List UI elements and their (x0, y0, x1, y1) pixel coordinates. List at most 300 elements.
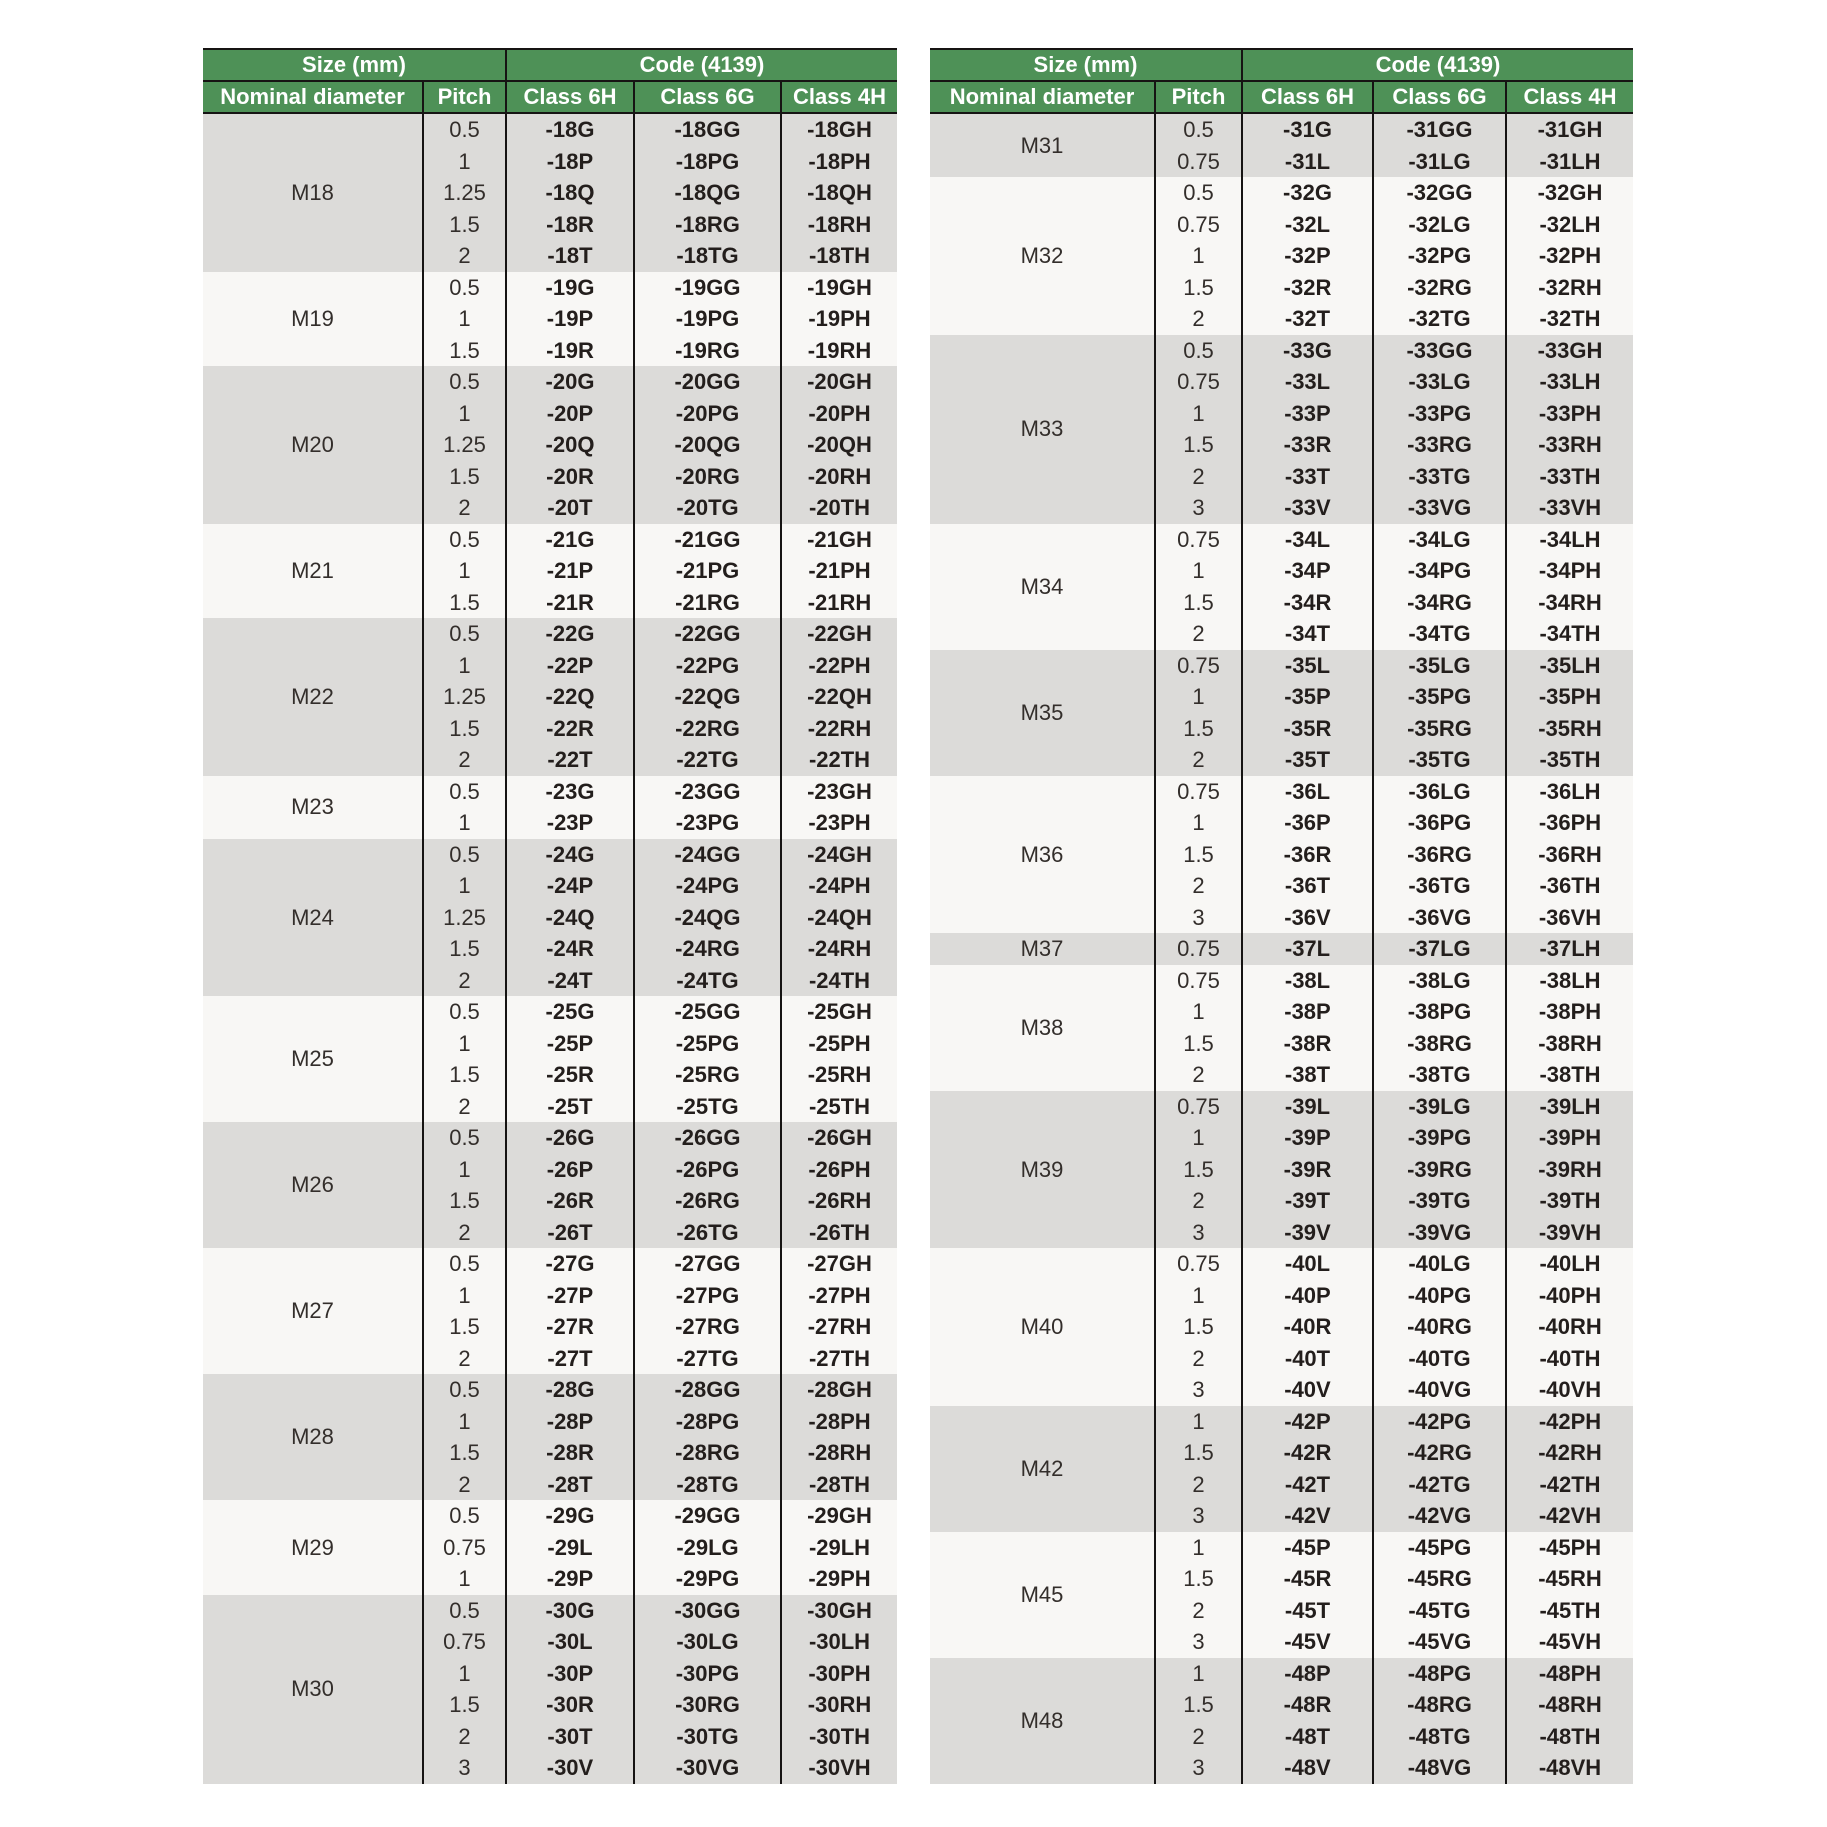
code-4139-header: Code (4139) (506, 49, 897, 81)
code-cell-6h: -32G (1242, 177, 1373, 209)
code-cell-6h: -23P (506, 807, 634, 839)
code-cell-4h: -36LH (1506, 776, 1633, 808)
code-cell-4h: -24PH (781, 870, 897, 902)
header-row-columns (930, 81, 1633, 113)
pitch-cell: 2 (1155, 1185, 1242, 1217)
code-cell-6h: -22Q (506, 681, 634, 713)
diameter-cell: M22 (203, 618, 423, 776)
pitch-cell: 2 (1155, 870, 1242, 902)
code-cell-4h: -26TH (781, 1217, 897, 1249)
code-cell-6g: -29GG (634, 1500, 781, 1532)
code-cell-6g: -33RG (1373, 429, 1506, 461)
code-cell-6g: -28GG (634, 1374, 781, 1406)
code-cell-4h: -25GH (781, 996, 897, 1028)
pitch-cell: 1.5 (1155, 839, 1242, 871)
code-cell-6g: -26GG (634, 1122, 781, 1154)
pitch-cell: 1.5 (1155, 429, 1242, 461)
code-cell-6g: -34PG (1373, 555, 1506, 587)
code-cell-6g: -33GG (1373, 335, 1506, 367)
code-cell-6g: -34LG (1373, 524, 1506, 556)
code-cell-6h: -24T (506, 965, 634, 997)
pitch-cell: 2 (423, 1343, 506, 1375)
code-cell-4h: -30TH (781, 1721, 897, 1753)
code-cell-4h: -23PH (781, 807, 897, 839)
class-6h-header: Class 6H (506, 81, 634, 113)
code-cell-6g: -33LG (1373, 366, 1506, 398)
code-cell-6h: -27T (506, 1343, 634, 1375)
pitch-header: Pitch (423, 81, 506, 113)
code-cell-4h: -42TH (1506, 1469, 1633, 1501)
code-cell-6h: -18R (506, 209, 634, 241)
pitch-cell: 1 (1155, 1122, 1242, 1154)
size-mm-header: Size (mm) (203, 49, 506, 81)
code-cell-6g: -35RG (1373, 713, 1506, 745)
code-cell-6h: -40R (1242, 1311, 1373, 1343)
code-cell-4h: -18QH (781, 177, 897, 209)
diameter-cell: M36 (930, 776, 1155, 934)
pitch-cell: 1 (423, 1658, 506, 1690)
code-cell-6g: -39RG (1373, 1154, 1506, 1186)
code-cell-6g: -40PG (1373, 1280, 1506, 1312)
pitch-cell: 0.5 (423, 524, 506, 556)
code-cell-4h: -38TH (1506, 1059, 1633, 1091)
pitch-cell: 0.5 (423, 113, 506, 146)
code-cell-6h: -20P (506, 398, 634, 430)
pitch-cell: 1 (423, 1028, 506, 1060)
code-cell-4h: -33LH (1506, 366, 1633, 398)
code-4139-header: Code (4139) (1242, 49, 1633, 81)
code-cell-6h: -30R (506, 1689, 634, 1721)
class-4h-header: Class 4H (1506, 81, 1633, 113)
diameter-cell: M33 (930, 335, 1155, 524)
code-cell-6h: -28P (506, 1406, 634, 1438)
table-header (203, 49, 897, 113)
pitch-cell: 1.5 (423, 1311, 506, 1343)
code-cell-6g: -30RG (634, 1689, 781, 1721)
code-cell-6g: -38PG (1373, 996, 1506, 1028)
diameter-cell: M42 (930, 1406, 1155, 1532)
code-cell-4h: -48PH (1506, 1658, 1633, 1690)
code-cell-4h: -18GH (781, 113, 897, 146)
code-cell-6h: -39P (1242, 1122, 1373, 1154)
code-cell-6h: -30P (506, 1658, 634, 1690)
code-cell-6g: -38RG (1373, 1028, 1506, 1060)
code-cell-6h: -29G (506, 1500, 634, 1532)
code-cell-4h: -45PH (1506, 1532, 1633, 1564)
code-cell-4h: -20QH (781, 429, 897, 461)
pitch-cell: 0.5 (1155, 177, 1242, 209)
code-cell-6g: -20GG (634, 366, 781, 398)
code-cell-4h: -30LH (781, 1626, 897, 1658)
diameter-cell: M29 (203, 1500, 423, 1595)
code-cell-6g: -32GG (1373, 177, 1506, 209)
table-row (203, 618, 897, 650)
code-cell-6g: -28RG (634, 1437, 781, 1469)
diameter-cell: M38 (930, 965, 1155, 1091)
class-6g-header: Class 6G (1373, 81, 1506, 113)
code-cell-6g: -21GG (634, 524, 781, 556)
code-cell-6g: -21RG (634, 587, 781, 619)
code-cell-6h: -24P (506, 870, 634, 902)
code-cell-6g: -20RG (634, 461, 781, 493)
code-cell-4h: -27GH (781, 1248, 897, 1280)
pitch-cell: 1.5 (423, 713, 506, 745)
code-cell-6h: -35P (1242, 681, 1373, 713)
code-cell-6h: -36L (1242, 776, 1373, 808)
code-cell-6g: -27PG (634, 1280, 781, 1312)
code-cell-6g: -22RG (634, 713, 781, 745)
code-cell-6h: -22R (506, 713, 634, 745)
pitch-cell: 1 (423, 146, 506, 178)
code-cell-6g: -31LG (1373, 146, 1506, 178)
thread-code-table-left (203, 48, 897, 1784)
pitch-header: Pitch (1155, 81, 1242, 113)
table-row (930, 1248, 1633, 1280)
code-cell-4h: -21GH (781, 524, 897, 556)
code-cell-6h: -34R (1242, 587, 1373, 619)
code-cell-4h: -22QH (781, 681, 897, 713)
code-cell-4h: -40VH (1506, 1374, 1633, 1406)
code-cell-4h: -39TH (1506, 1185, 1633, 1217)
diameter-cell: M32 (930, 177, 1155, 335)
size-mm-header: Size (mm) (930, 49, 1242, 81)
pitch-cell: 1.5 (1155, 587, 1242, 619)
code-cell-4h: -28TH (781, 1469, 897, 1501)
code-cell-6h: -21R (506, 587, 634, 619)
pitch-cell: 1.5 (1155, 1154, 1242, 1186)
pitch-cell: 0.75 (1155, 1091, 1242, 1123)
code-cell-6h: -23G (506, 776, 634, 808)
code-cell-6g: -39LG (1373, 1091, 1506, 1123)
code-cell-6h: -19R (506, 335, 634, 367)
code-cell-6h: -38T (1242, 1059, 1373, 1091)
code-cell-6g: -42TG (1373, 1469, 1506, 1501)
code-cell-6g: -29PG (634, 1563, 781, 1595)
pitch-cell: 0.5 (423, 1122, 506, 1154)
code-cell-4h: -34RH (1506, 587, 1633, 619)
code-cell-6g: -26RG (634, 1185, 781, 1217)
code-cell-6g: -18TG (634, 240, 781, 272)
code-cell-6h: -38P (1242, 996, 1373, 1028)
table-row (930, 933, 1633, 965)
code-cell-6g: -20QG (634, 429, 781, 461)
code-cell-4h: -32GH (1506, 177, 1633, 209)
code-cell-4h: -18PH (781, 146, 897, 178)
code-cell-6g: -45TG (1373, 1595, 1506, 1627)
pitch-cell: 0.75 (1155, 1248, 1242, 1280)
code-cell-4h: -19PH (781, 303, 897, 335)
code-cell-4h: -18RH (781, 209, 897, 241)
code-cell-6g: -38LG (1373, 965, 1506, 997)
pitch-cell: 0.5 (423, 776, 506, 808)
code-cell-6g: -32TG (1373, 303, 1506, 335)
code-cell-6g: -33PG (1373, 398, 1506, 430)
code-cell-6h: -32P (1242, 240, 1373, 272)
code-cell-6h: -31L (1242, 146, 1373, 178)
code-cell-4h: -22RH (781, 713, 897, 745)
pitch-cell: 1 (1155, 398, 1242, 430)
code-cell-4h: -39LH (1506, 1091, 1633, 1123)
pitch-cell: 1 (423, 1154, 506, 1186)
code-cell-6g: -26PG (634, 1154, 781, 1186)
diameter-cell: M35 (930, 650, 1155, 776)
pitch-cell: 2 (423, 240, 506, 272)
code-cell-4h: -34TH (1506, 618, 1633, 650)
code-cell-4h: -38RH (1506, 1028, 1633, 1060)
pitch-cell: 2 (423, 492, 506, 524)
pitch-cell: 2 (1155, 1059, 1242, 1091)
code-cell-6g: -28PG (634, 1406, 781, 1438)
code-cell-6h: -34P (1242, 555, 1373, 587)
pitch-cell: 0.5 (423, 1500, 506, 1532)
pitch-cell: 1 (423, 870, 506, 902)
diameter-cell: M27 (203, 1248, 423, 1374)
code-cell-6h: -26T (506, 1217, 634, 1249)
pitch-cell: 0.75 (1155, 933, 1242, 965)
code-cell-6h: -31G (1242, 113, 1373, 146)
table-header (930, 49, 1633, 113)
code-cell-6h: -25P (506, 1028, 634, 1060)
code-cell-4h: -45VH (1506, 1626, 1633, 1658)
diameter-cell: M25 (203, 996, 423, 1122)
code-cell-6h: -33G (1242, 335, 1373, 367)
pitch-cell: 0.5 (423, 272, 506, 304)
code-cell-6h: -18P (506, 146, 634, 178)
code-cell-4h: -40RH (1506, 1311, 1633, 1343)
code-cell-6h: -26G (506, 1122, 634, 1154)
code-cell-6g: -33TG (1373, 461, 1506, 493)
code-cell-4h: -31GH (1506, 113, 1633, 146)
code-cell-6h: -34L (1242, 524, 1373, 556)
pitch-cell: 2 (1155, 1343, 1242, 1375)
code-cell-4h: -40LH (1506, 1248, 1633, 1280)
code-cell-6h: -28T (506, 1469, 634, 1501)
table-row (203, 113, 897, 146)
code-cell-6h: -38R (1242, 1028, 1373, 1060)
table-row (203, 996, 897, 1028)
code-cell-6h: -32T (1242, 303, 1373, 335)
code-cell-4h: -25RH (781, 1059, 897, 1091)
table-row (930, 1406, 1633, 1438)
code-cell-4h: -22TH (781, 744, 897, 776)
table-row (930, 335, 1633, 367)
code-cell-4h: -42PH (1506, 1406, 1633, 1438)
pitch-cell: 1 (423, 398, 506, 430)
code-cell-6h: -39T (1242, 1185, 1373, 1217)
code-cell-4h: -20RH (781, 461, 897, 493)
code-cell-4h: -39PH (1506, 1122, 1633, 1154)
code-cell-6h: -48V (1242, 1752, 1373, 1784)
code-cell-4h: -32RH (1506, 272, 1633, 304)
code-cell-4h: -32LH (1506, 209, 1633, 241)
code-cell-6g: -18RG (634, 209, 781, 241)
code-cell-6g: -29LG (634, 1532, 781, 1564)
code-cell-6h: -36R (1242, 839, 1373, 871)
code-cell-6h: -20R (506, 461, 634, 493)
code-cell-6h: -33T (1242, 461, 1373, 493)
code-cell-4h: -19RH (781, 335, 897, 367)
pitch-cell: 1.5 (1155, 272, 1242, 304)
code-cell-6g: -32PG (1373, 240, 1506, 272)
code-cell-6g: -36TG (1373, 870, 1506, 902)
code-cell-6g: -48RG (1373, 1689, 1506, 1721)
code-cell-6h: -30T (506, 1721, 634, 1753)
pitch-cell: 2 (1155, 618, 1242, 650)
pitch-cell: 0.5 (423, 618, 506, 650)
table-row (203, 1595, 897, 1627)
code-cell-6h: -45T (1242, 1595, 1373, 1627)
pitch-cell: 1.5 (1155, 1563, 1242, 1595)
code-cell-6h: -22T (506, 744, 634, 776)
code-cell-6g: -23PG (634, 807, 781, 839)
code-cell-6g: -36RG (1373, 839, 1506, 871)
pitch-cell: 1 (1155, 1406, 1242, 1438)
code-cell-6g: -25RG (634, 1059, 781, 1091)
code-cell-4h: -35PH (1506, 681, 1633, 713)
pitch-cell: 1.5 (423, 461, 506, 493)
pitch-cell: 0.5 (423, 366, 506, 398)
code-cell-6g: -34RG (1373, 587, 1506, 619)
code-cell-6h: -42R (1242, 1437, 1373, 1469)
pitch-cell: 0.75 (423, 1626, 506, 1658)
code-cell-4h: -24RH (781, 933, 897, 965)
code-cell-6h: -27P (506, 1280, 634, 1312)
diameter-cell: M40 (930, 1248, 1155, 1406)
code-cell-6h: -24G (506, 839, 634, 871)
code-cell-6g: -48TG (1373, 1721, 1506, 1753)
code-cell-4h: -40PH (1506, 1280, 1633, 1312)
diameter-cell: M26 (203, 1122, 423, 1248)
code-cell-4h: -24GH (781, 839, 897, 871)
code-cell-6g: -24GG (634, 839, 781, 871)
code-cell-6h: -42P (1242, 1406, 1373, 1438)
code-cell-4h: -34LH (1506, 524, 1633, 556)
pitch-cell: 3 (1155, 1500, 1242, 1532)
diameter-cell: M20 (203, 366, 423, 524)
code-cell-6h: -45P (1242, 1532, 1373, 1564)
diameter-cell: M37 (930, 933, 1155, 965)
pitch-cell: 2 (1155, 1469, 1242, 1501)
code-cell-6h: -22P (506, 650, 634, 682)
header-row-columns (203, 81, 897, 113)
pitch-cell: 1.5 (423, 1437, 506, 1469)
pitch-cell: 2 (423, 1217, 506, 1249)
code-cell-6g: -27TG (634, 1343, 781, 1375)
pitch-cell: 2 (1155, 1595, 1242, 1627)
code-cell-6h: -18G (506, 113, 634, 146)
code-cell-6g: -35LG (1373, 650, 1506, 682)
code-cell-4h: -27PH (781, 1280, 897, 1312)
code-cell-4h: -36RH (1506, 839, 1633, 871)
pitch-cell: 0.75 (1155, 366, 1242, 398)
code-cell-4h: -33TH (1506, 461, 1633, 493)
code-cell-6h: -37L (1242, 933, 1373, 965)
code-cell-4h: -24QH (781, 902, 897, 934)
table-row (203, 1248, 897, 1280)
code-cell-6g: -36PG (1373, 807, 1506, 839)
code-cell-6g: -24QG (634, 902, 781, 934)
code-cell-4h: -22PH (781, 650, 897, 682)
code-cell-6h: -20Q (506, 429, 634, 461)
pitch-cell: 1 (1155, 996, 1242, 1028)
code-cell-4h: -30RH (781, 1689, 897, 1721)
code-cell-6g: -30VG (634, 1752, 781, 1784)
code-cell-6g: -37LG (1373, 933, 1506, 965)
code-cell-6g: -42RG (1373, 1437, 1506, 1469)
pitch-cell: 1.25 (423, 902, 506, 934)
pitch-cell: 0.5 (423, 1374, 506, 1406)
code-cell-6h: -21G (506, 524, 634, 556)
pitch-cell: 0.75 (1155, 524, 1242, 556)
code-cell-6h: -27G (506, 1248, 634, 1280)
code-cell-6h: -33P (1242, 398, 1373, 430)
pitch-cell: 1.5 (1155, 1437, 1242, 1469)
code-cell-6h: -29P (506, 1563, 634, 1595)
pitch-cell: 2 (423, 744, 506, 776)
table-row (203, 272, 897, 304)
pitch-cell: 1 (1155, 807, 1242, 839)
code-cell-4h: -32PH (1506, 240, 1633, 272)
code-cell-6h: -32L (1242, 209, 1373, 241)
code-cell-6g: -22GG (634, 618, 781, 650)
pitch-cell: 0.5 (1155, 113, 1242, 146)
pitch-cell: 0.5 (423, 1595, 506, 1627)
code-cell-4h: -26GH (781, 1122, 897, 1154)
code-cell-4h: -30PH (781, 1658, 897, 1690)
code-cell-6h: -39L (1242, 1091, 1373, 1123)
pitch-cell: 1.5 (1155, 1311, 1242, 1343)
diameter-cell: M28 (203, 1374, 423, 1500)
code-cell-4h: -26PH (781, 1154, 897, 1186)
pitch-cell: 2 (1155, 461, 1242, 493)
code-cell-4h: -33VH (1506, 492, 1633, 524)
code-cell-6g: -27RG (634, 1311, 781, 1343)
code-cell-6g: -18GG (634, 113, 781, 146)
nominal-diameter-header: Nominal diameter (203, 81, 423, 113)
code-cell-6g: -32RG (1373, 272, 1506, 304)
code-cell-6g: -35TG (1373, 744, 1506, 776)
code-cell-6g: -30TG (634, 1721, 781, 1753)
code-cell-6g: -25TG (634, 1091, 781, 1123)
code-cell-6h: -48P (1242, 1658, 1373, 1690)
code-cell-6h: -35T (1242, 744, 1373, 776)
code-cell-6h: -33V (1242, 492, 1373, 524)
pitch-cell: 0.5 (423, 996, 506, 1028)
code-cell-6g: -26TG (634, 1217, 781, 1249)
pitch-cell: 1 (423, 303, 506, 335)
code-cell-4h: -21PH (781, 555, 897, 587)
code-cell-6g: -20PG (634, 398, 781, 430)
code-cell-6h: -26R (506, 1185, 634, 1217)
class-6g-header: Class 6G (634, 81, 781, 113)
table-row (930, 776, 1633, 808)
thread-code-table-right-wrap (930, 48, 1633, 1784)
code-cell-4h: -33GH (1506, 335, 1633, 367)
code-cell-6g: -40RG (1373, 1311, 1506, 1343)
code-cell-4h: -48RH (1506, 1689, 1633, 1721)
table-row (203, 366, 897, 398)
table-row (930, 177, 1633, 209)
pitch-cell: 1.5 (1155, 1689, 1242, 1721)
code-cell-4h: -36PH (1506, 807, 1633, 839)
code-cell-4h: -36VH (1506, 902, 1633, 934)
thread-code-table-left-wrap (203, 48, 897, 1784)
code-cell-6g: -48VG (1373, 1752, 1506, 1784)
code-cell-6h: -25G (506, 996, 634, 1028)
pitch-cell: 1 (1155, 1280, 1242, 1312)
pitch-cell: 2 (423, 965, 506, 997)
code-cell-4h: -39VH (1506, 1217, 1633, 1249)
